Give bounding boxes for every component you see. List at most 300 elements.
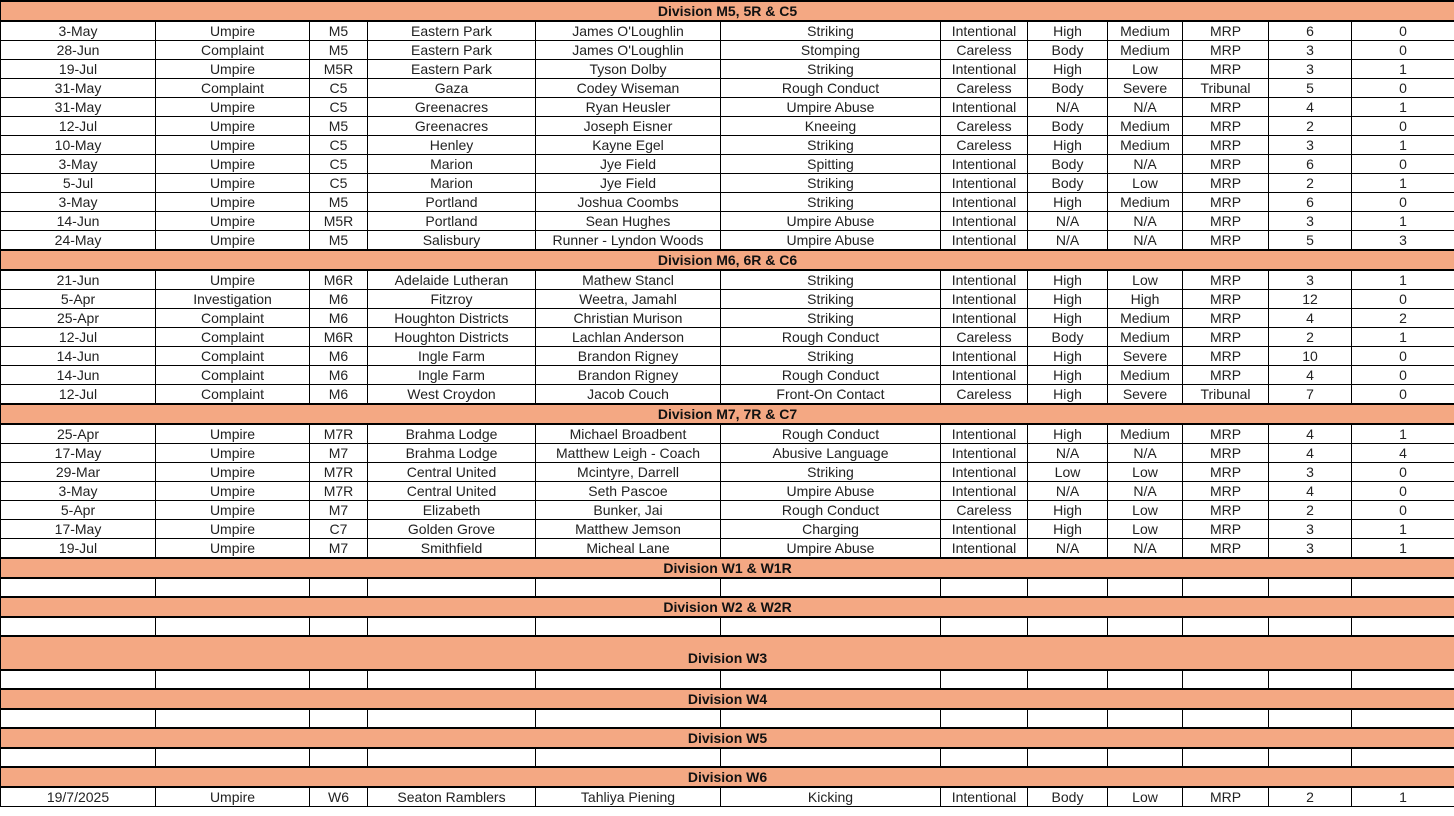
- date-cell[interactable]: 25-Apr: [1, 309, 156, 328]
- player-cell[interactable]: Brandon Rigney: [536, 366, 721, 385]
- source-cell[interactable]: Umpire: [156, 21, 310, 41]
- empty-cell[interactable]: [1352, 748, 1454, 767]
- date-cell[interactable]: 3-May: [1, 21, 156, 41]
- outcome-cell[interactable]: MRP: [1183, 41, 1269, 60]
- conduct-cell[interactable]: Intentional: [941, 539, 1028, 559]
- conduct-cell[interactable]: Intentional: [941, 309, 1028, 328]
- col-12-cell[interactable]: 1: [1352, 98, 1454, 117]
- offence-cell[interactable]: Rough Conduct: [721, 501, 941, 520]
- club-cell[interactable]: Ingle Farm: [368, 347, 536, 366]
- source-cell[interactable]: Complaint: [156, 309, 310, 328]
- date-cell[interactable]: 3-May: [1, 193, 156, 212]
- outcome-cell[interactable]: MRP: [1183, 60, 1269, 79]
- grade-cell[interactable]: C7: [310, 520, 368, 539]
- conduct-cell[interactable]: Intentional: [941, 98, 1028, 117]
- contact-cell[interactable]: Body: [1028, 174, 1108, 193]
- contact-cell[interactable]: High: [1028, 193, 1108, 212]
- division-title[interactable]: Division M6, 6R & C6: [1, 250, 1454, 270]
- club-cell[interactable]: Greenacres: [368, 117, 536, 136]
- weeks-cell[interactable]: 6: [1269, 21, 1352, 41]
- date-cell[interactable]: 31-May: [1, 79, 156, 98]
- outcome-cell[interactable]: MRP: [1183, 501, 1269, 520]
- empty-cell[interactable]: [1108, 617, 1183, 636]
- offence-cell[interactable]: Abusive Language: [721, 444, 941, 463]
- empty-cell[interactable]: [368, 617, 536, 636]
- player-cell[interactable]: James O'Loughlin: [536, 21, 721, 41]
- player-cell[interactable]: Micheal Lane: [536, 539, 721, 559]
- date-cell[interactable]: 12-Jul: [1, 117, 156, 136]
- club-cell[interactable]: Fitzroy: [368, 290, 536, 309]
- outcome-cell[interactable]: MRP: [1183, 463, 1269, 482]
- club-cell[interactable]: Eastern Park: [368, 41, 536, 60]
- offence-cell[interactable]: Striking: [721, 60, 941, 79]
- offence-cell[interactable]: Rough Conduct: [721, 79, 941, 98]
- weeks-cell[interactable]: 7: [1269, 385, 1352, 405]
- col-12-cell[interactable]: 0: [1352, 347, 1454, 366]
- club-cell[interactable]: Eastern Park: [368, 21, 536, 41]
- conduct-cell[interactable]: Intentional: [941, 482, 1028, 501]
- date-cell[interactable]: 3-May: [1, 482, 156, 501]
- conduct-cell[interactable]: Intentional: [941, 193, 1028, 212]
- empty-cell[interactable]: [310, 670, 368, 689]
- weeks-cell[interactable]: 3: [1269, 41, 1352, 60]
- outcome-cell[interactable]: MRP: [1183, 290, 1269, 309]
- empty-cell[interactable]: [1183, 748, 1269, 767]
- offence-cell[interactable]: Striking: [721, 136, 941, 155]
- weeks-cell[interactable]: 2: [1269, 787, 1352, 807]
- date-cell[interactable]: 25-Apr: [1, 424, 156, 444]
- offence-cell[interactable]: Striking: [721, 21, 941, 41]
- date-cell[interactable]: 3-May: [1, 155, 156, 174]
- impact-cell[interactable]: Severe: [1108, 385, 1183, 405]
- source-cell[interactable]: Investigation: [156, 290, 310, 309]
- division-title[interactable]: Division W2 & W2R: [1, 597, 1454, 617]
- club-cell[interactable]: Portland: [368, 193, 536, 212]
- empty-cell[interactable]: [310, 748, 368, 767]
- grade-cell[interactable]: M7: [310, 444, 368, 463]
- source-cell[interactable]: Umpire: [156, 155, 310, 174]
- weeks-cell[interactable]: 3: [1269, 136, 1352, 155]
- outcome-cell[interactable]: MRP: [1183, 787, 1269, 807]
- grade-cell[interactable]: M7R: [310, 463, 368, 482]
- conduct-cell[interactable]: Careless: [941, 79, 1028, 98]
- date-cell[interactable]: 24-May: [1, 231, 156, 251]
- col-12-cell[interactable]: 1: [1352, 174, 1454, 193]
- empty-cell[interactable]: [1352, 617, 1454, 636]
- contact-cell[interactable]: N/A: [1028, 444, 1108, 463]
- empty-cell[interactable]: [1, 578, 156, 597]
- empty-cell[interactable]: [1269, 709, 1352, 728]
- grade-cell[interactable]: M5: [310, 193, 368, 212]
- player-cell[interactable]: Tahliya Piening: [536, 787, 721, 807]
- grade-cell[interactable]: M5: [310, 21, 368, 41]
- source-cell[interactable]: Umpire: [156, 193, 310, 212]
- conduct-cell[interactable]: Intentional: [941, 366, 1028, 385]
- impact-cell[interactable]: Low: [1108, 174, 1183, 193]
- empty-cell[interactable]: [1, 709, 156, 728]
- impact-cell[interactable]: Medium: [1108, 136, 1183, 155]
- empty-cell[interactable]: [721, 748, 941, 767]
- offence-cell[interactable]: Kneeing: [721, 117, 941, 136]
- source-cell[interactable]: Umpire: [156, 60, 310, 79]
- col-12-cell[interactable]: 1: [1352, 212, 1454, 231]
- player-cell[interactable]: Kayne Egel: [536, 136, 721, 155]
- outcome-cell[interactable]: MRP: [1183, 174, 1269, 193]
- division-title[interactable]: Division W1 & W1R: [1, 558, 1454, 578]
- col-12-cell[interactable]: 1: [1352, 136, 1454, 155]
- offence-cell[interactable]: Umpire Abuse: [721, 212, 941, 231]
- player-cell[interactable]: Joshua Coombs: [536, 193, 721, 212]
- source-cell[interactable]: Umpire: [156, 98, 310, 117]
- col-12-cell[interactable]: 0: [1352, 290, 1454, 309]
- empty-cell[interactable]: [721, 670, 941, 689]
- grade-cell[interactable]: M6R: [310, 328, 368, 347]
- outcome-cell[interactable]: Tribunal: [1183, 79, 1269, 98]
- weeks-cell[interactable]: 4: [1269, 444, 1352, 463]
- empty-cell[interactable]: [1269, 578, 1352, 597]
- division-title[interactable]: Division M7, 7R & C7: [1, 404, 1454, 424]
- club-cell[interactable]: Brahma Lodge: [368, 424, 536, 444]
- offence-cell[interactable]: Rough Conduct: [721, 424, 941, 444]
- player-cell[interactable]: Codey Wiseman: [536, 79, 721, 98]
- date-cell[interactable]: 14-Jun: [1, 212, 156, 231]
- conduct-cell[interactable]: Intentional: [941, 347, 1028, 366]
- empty-cell[interactable]: [1352, 670, 1454, 689]
- col-12-cell[interactable]: 0: [1352, 155, 1454, 174]
- grade-cell[interactable]: M6: [310, 347, 368, 366]
- offence-cell[interactable]: Striking: [721, 309, 941, 328]
- player-cell[interactable]: Jye Field: [536, 155, 721, 174]
- player-cell[interactable]: Jacob Couch: [536, 385, 721, 405]
- empty-cell[interactable]: [310, 617, 368, 636]
- grade-cell[interactable]: M5: [310, 231, 368, 251]
- empty-cell[interactable]: [310, 709, 368, 728]
- empty-cell[interactable]: [1183, 670, 1269, 689]
- weeks-cell[interactable]: 4: [1269, 98, 1352, 117]
- source-cell[interactable]: Umpire: [156, 212, 310, 231]
- grade-cell[interactable]: M6: [310, 385, 368, 405]
- empty-cell[interactable]: [368, 670, 536, 689]
- outcome-cell[interactable]: MRP: [1183, 444, 1269, 463]
- impact-cell[interactable]: Medium: [1108, 309, 1183, 328]
- date-cell[interactable]: 21-Jun: [1, 270, 156, 290]
- grade-cell[interactable]: C5: [310, 174, 368, 193]
- empty-cell[interactable]: [1108, 709, 1183, 728]
- contact-cell[interactable]: N/A: [1028, 539, 1108, 559]
- empty-cell[interactable]: [1183, 709, 1269, 728]
- division-title[interactable]: Division W3: [1, 636, 1454, 670]
- col-12-cell[interactable]: 0: [1352, 366, 1454, 385]
- offence-cell[interactable]: Rough Conduct: [721, 328, 941, 347]
- grade-cell[interactable]: M5R: [310, 60, 368, 79]
- impact-cell[interactable]: Medium: [1108, 424, 1183, 444]
- player-cell[interactable]: Lachlan Anderson: [536, 328, 721, 347]
- empty-cell[interactable]: [1108, 670, 1183, 689]
- contact-cell[interactable]: High: [1028, 385, 1108, 405]
- impact-cell[interactable]: Low: [1108, 787, 1183, 807]
- date-cell[interactable]: 19-Jul: [1, 60, 156, 79]
- conduct-cell[interactable]: Careless: [941, 385, 1028, 405]
- date-cell[interactable]: 19/7/2025: [1, 787, 156, 807]
- offence-cell[interactable]: Spitting: [721, 155, 941, 174]
- division-title[interactable]: Division W5: [1, 728, 1454, 748]
- empty-cell[interactable]: [1269, 748, 1352, 767]
- source-cell[interactable]: Umpire: [156, 501, 310, 520]
- empty-cell[interactable]: [156, 709, 310, 728]
- impact-cell[interactable]: Medium: [1108, 41, 1183, 60]
- impact-cell[interactable]: N/A: [1108, 212, 1183, 231]
- source-cell[interactable]: Umpire: [156, 520, 310, 539]
- source-cell[interactable]: Umpire: [156, 174, 310, 193]
- grade-cell[interactable]: M6: [310, 309, 368, 328]
- player-cell[interactable]: Joseph Eisner: [536, 117, 721, 136]
- outcome-cell[interactable]: MRP: [1183, 98, 1269, 117]
- offence-cell[interactable]: Umpire Abuse: [721, 482, 941, 501]
- division-title[interactable]: Division W6: [1, 767, 1454, 787]
- conduct-cell[interactable]: Intentional: [941, 290, 1028, 309]
- grade-cell[interactable]: M7: [310, 539, 368, 559]
- impact-cell[interactable]: N/A: [1108, 231, 1183, 251]
- empty-cell[interactable]: [1028, 709, 1108, 728]
- weeks-cell[interactable]: 3: [1269, 539, 1352, 559]
- impact-cell[interactable]: Medium: [1108, 117, 1183, 136]
- player-cell[interactable]: Weetra, Jamahl: [536, 290, 721, 309]
- empty-cell[interactable]: [941, 617, 1028, 636]
- empty-cell[interactable]: [536, 578, 721, 597]
- source-cell[interactable]: Umpire: [156, 444, 310, 463]
- conduct-cell[interactable]: Intentional: [941, 463, 1028, 482]
- source-cell[interactable]: Umpire: [156, 270, 310, 290]
- conduct-cell[interactable]: Careless: [941, 136, 1028, 155]
- impact-cell[interactable]: Medium: [1108, 193, 1183, 212]
- source-cell[interactable]: Complaint: [156, 366, 310, 385]
- conduct-cell[interactable]: Intentional: [941, 174, 1028, 193]
- offence-cell[interactable]: Charging: [721, 520, 941, 539]
- impact-cell[interactable]: N/A: [1108, 482, 1183, 501]
- contact-cell[interactable]: Body: [1028, 41, 1108, 60]
- player-cell[interactable]: Matthew Leigh - Coach: [536, 444, 721, 463]
- contact-cell[interactable]: N/A: [1028, 482, 1108, 501]
- grade-cell[interactable]: M5: [310, 117, 368, 136]
- club-cell[interactable]: Portland: [368, 212, 536, 231]
- weeks-cell[interactable]: 2: [1269, 174, 1352, 193]
- grade-cell[interactable]: M5R: [310, 212, 368, 231]
- contact-cell[interactable]: Body: [1028, 155, 1108, 174]
- contact-cell[interactable]: High: [1028, 21, 1108, 41]
- empty-cell[interactable]: [536, 709, 721, 728]
- club-cell[interactable]: Central United: [368, 463, 536, 482]
- date-cell[interactable]: 5-Apr: [1, 290, 156, 309]
- outcome-cell[interactable]: MRP: [1183, 347, 1269, 366]
- outcome-cell[interactable]: MRP: [1183, 539, 1269, 559]
- empty-cell[interactable]: [156, 670, 310, 689]
- player-cell[interactable]: Tyson Dolby: [536, 60, 721, 79]
- col-12-cell[interactable]: 0: [1352, 501, 1454, 520]
- conduct-cell[interactable]: Intentional: [941, 787, 1028, 807]
- impact-cell[interactable]: Low: [1108, 60, 1183, 79]
- player-cell[interactable]: Brandon Rigney: [536, 347, 721, 366]
- empty-cell[interactable]: [156, 578, 310, 597]
- weeks-cell[interactable]: 2: [1269, 117, 1352, 136]
- empty-cell[interactable]: [310, 578, 368, 597]
- player-cell[interactable]: Runner - Lyndon Woods: [536, 231, 721, 251]
- conduct-cell[interactable]: Careless: [941, 501, 1028, 520]
- contact-cell[interactable]: Low: [1028, 463, 1108, 482]
- date-cell[interactable]: 17-May: [1, 444, 156, 463]
- player-cell[interactable]: Ryan Heusler: [536, 98, 721, 117]
- contact-cell[interactable]: High: [1028, 347, 1108, 366]
- conduct-cell[interactable]: Intentional: [941, 155, 1028, 174]
- empty-cell[interactable]: [1028, 578, 1108, 597]
- weeks-cell[interactable]: 4: [1269, 309, 1352, 328]
- col-12-cell[interactable]: 1: [1352, 60, 1454, 79]
- col-12-cell[interactable]: 0: [1352, 117, 1454, 136]
- club-cell[interactable]: Houghton Districts: [368, 309, 536, 328]
- club-cell[interactable]: Smithfield: [368, 539, 536, 559]
- contact-cell[interactable]: High: [1028, 270, 1108, 290]
- date-cell[interactable]: 19-Jul: [1, 539, 156, 559]
- offence-cell[interactable]: Striking: [721, 347, 941, 366]
- empty-cell[interactable]: [1, 670, 156, 689]
- offence-cell[interactable]: Front-On Contact: [721, 385, 941, 405]
- contact-cell[interactable]: Body: [1028, 787, 1108, 807]
- offence-cell[interactable]: Rough Conduct: [721, 366, 941, 385]
- contact-cell[interactable]: N/A: [1028, 231, 1108, 251]
- date-cell[interactable]: 29-Mar: [1, 463, 156, 482]
- empty-cell[interactable]: [1028, 617, 1108, 636]
- contact-cell[interactable]: High: [1028, 60, 1108, 79]
- empty-cell[interactable]: [1, 748, 156, 767]
- empty-cell[interactable]: [721, 617, 941, 636]
- conduct-cell[interactable]: Intentional: [941, 231, 1028, 251]
- player-cell[interactable]: Mcintyre, Darrell: [536, 463, 721, 482]
- source-cell[interactable]: Umpire: [156, 117, 310, 136]
- weeks-cell[interactable]: 3: [1269, 60, 1352, 79]
- club-cell[interactable]: Elizabeth: [368, 501, 536, 520]
- contact-cell[interactable]: High: [1028, 309, 1108, 328]
- empty-cell[interactable]: [1352, 578, 1454, 597]
- contact-cell[interactable]: Body: [1028, 79, 1108, 98]
- impact-cell[interactable]: Medium: [1108, 328, 1183, 347]
- weeks-cell[interactable]: 4: [1269, 424, 1352, 444]
- club-cell[interactable]: Greenacres: [368, 98, 536, 117]
- contact-cell[interactable]: High: [1028, 520, 1108, 539]
- grade-cell[interactable]: C5: [310, 98, 368, 117]
- outcome-cell[interactable]: MRP: [1183, 366, 1269, 385]
- offence-cell[interactable]: Striking: [721, 193, 941, 212]
- empty-cell[interactable]: [1352, 709, 1454, 728]
- division-title[interactable]: Division W4: [1, 689, 1454, 709]
- empty-cell[interactable]: [1, 617, 156, 636]
- date-cell[interactable]: 17-May: [1, 520, 156, 539]
- offence-cell[interactable]: Umpire Abuse: [721, 98, 941, 117]
- col-12-cell[interactable]: 0: [1352, 21, 1454, 41]
- impact-cell[interactable]: Medium: [1108, 21, 1183, 41]
- col-12-cell[interactable]: 0: [1352, 79, 1454, 98]
- contact-cell[interactable]: High: [1028, 290, 1108, 309]
- empty-cell[interactable]: [536, 670, 721, 689]
- outcome-cell[interactable]: MRP: [1183, 520, 1269, 539]
- empty-cell[interactable]: [536, 617, 721, 636]
- outcome-cell[interactable]: MRP: [1183, 424, 1269, 444]
- impact-cell[interactable]: N/A: [1108, 155, 1183, 174]
- club-cell[interactable]: Houghton Districts: [368, 328, 536, 347]
- impact-cell[interactable]: Severe: [1108, 79, 1183, 98]
- weeks-cell[interactable]: 4: [1269, 366, 1352, 385]
- empty-cell[interactable]: [1183, 578, 1269, 597]
- source-cell[interactable]: Complaint: [156, 328, 310, 347]
- empty-cell[interactable]: [156, 748, 310, 767]
- source-cell[interactable]: Umpire: [156, 539, 310, 559]
- grade-cell[interactable]: M7: [310, 501, 368, 520]
- club-cell[interactable]: Salisbury: [368, 231, 536, 251]
- conduct-cell[interactable]: Intentional: [941, 21, 1028, 41]
- conduct-cell[interactable]: Careless: [941, 328, 1028, 347]
- outcome-cell[interactable]: MRP: [1183, 117, 1269, 136]
- outcome-cell[interactable]: MRP: [1183, 193, 1269, 212]
- date-cell[interactable]: 12-Jul: [1, 385, 156, 405]
- col-12-cell[interactable]: 2: [1352, 309, 1454, 328]
- outcome-cell[interactable]: MRP: [1183, 21, 1269, 41]
- empty-cell[interactable]: [536, 748, 721, 767]
- col-12-cell[interactable]: 1: [1352, 787, 1454, 807]
- weeks-cell[interactable]: 10: [1269, 347, 1352, 366]
- impact-cell[interactable]: Low: [1108, 270, 1183, 290]
- conduct-cell[interactable]: Careless: [941, 117, 1028, 136]
- offence-cell[interactable]: Umpire Abuse: [721, 231, 941, 251]
- outcome-cell[interactable]: Tribunal: [1183, 385, 1269, 405]
- outcome-cell[interactable]: MRP: [1183, 136, 1269, 155]
- offence-cell[interactable]: Umpire Abuse: [721, 539, 941, 559]
- outcome-cell[interactable]: MRP: [1183, 155, 1269, 174]
- conduct-cell[interactable]: Intentional: [941, 270, 1028, 290]
- club-cell[interactable]: Eastern Park: [368, 60, 536, 79]
- club-cell[interactable]: Central United: [368, 482, 536, 501]
- date-cell[interactable]: 5-Apr: [1, 501, 156, 520]
- impact-cell[interactable]: N/A: [1108, 444, 1183, 463]
- club-cell[interactable]: Henley: [368, 136, 536, 155]
- outcome-cell[interactable]: MRP: [1183, 231, 1269, 251]
- conduct-cell[interactable]: Intentional: [941, 444, 1028, 463]
- player-cell[interactable]: Bunker, Jai: [536, 501, 721, 520]
- source-cell[interactable]: Complaint: [156, 385, 310, 405]
- division-title[interactable]: Division M5, 5R & C5: [1, 1, 1454, 21]
- impact-cell[interactable]: Low: [1108, 463, 1183, 482]
- impact-cell[interactable]: N/A: [1108, 98, 1183, 117]
- grade-cell[interactable]: C5: [310, 136, 368, 155]
- player-cell[interactable]: James O'Loughlin: [536, 41, 721, 60]
- player-cell[interactable]: Christian Murison: [536, 309, 721, 328]
- empty-cell[interactable]: [941, 748, 1028, 767]
- contact-cell[interactable]: High: [1028, 136, 1108, 155]
- empty-cell[interactable]: [368, 748, 536, 767]
- grade-cell[interactable]: M5: [310, 41, 368, 60]
- club-cell[interactable]: Golden Grove: [368, 520, 536, 539]
- col-12-cell[interactable]: 1: [1352, 270, 1454, 290]
- contact-cell[interactable]: N/A: [1028, 98, 1108, 117]
- conduct-cell[interactable]: Intentional: [941, 424, 1028, 444]
- grade-cell[interactable]: C5: [310, 79, 368, 98]
- source-cell[interactable]: Umpire: [156, 231, 310, 251]
- outcome-cell[interactable]: MRP: [1183, 482, 1269, 501]
- player-cell[interactable]: Michael Broadbent: [536, 424, 721, 444]
- empty-cell[interactable]: [941, 578, 1028, 597]
- date-cell[interactable]: 10-May: [1, 136, 156, 155]
- player-cell[interactable]: Matthew Jemson: [536, 520, 721, 539]
- club-cell[interactable]: Adelaide Lutheran: [368, 270, 536, 290]
- weeks-cell[interactable]: 2: [1269, 501, 1352, 520]
- grade-cell[interactable]: M7R: [310, 482, 368, 501]
